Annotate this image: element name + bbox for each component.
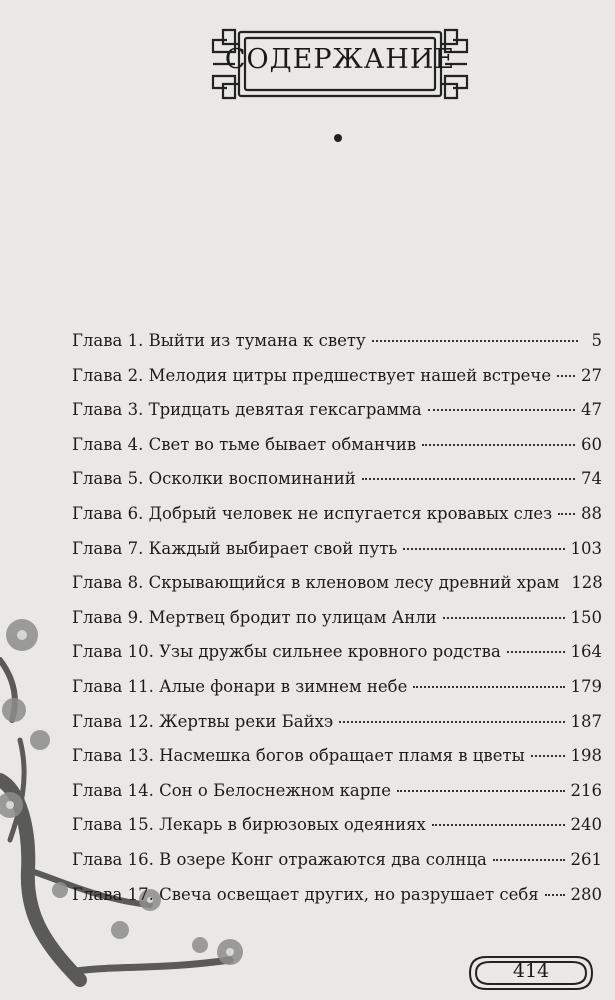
toc-entry-page: 27 xyxy=(581,365,602,385)
toc-entry[interactable] xyxy=(72,539,602,574)
leader-dots xyxy=(558,513,575,515)
toc-entry-title: Глава 6. Добрый человек не испугается кровавых слез xyxy=(72,503,553,523)
leader-dots xyxy=(507,651,565,653)
toc-entry-title: Глава 9. Мертвец бродит по улицам Анли xyxy=(72,607,437,627)
leader-dots xyxy=(372,340,578,342)
toc-entry[interactable] xyxy=(72,608,602,643)
leader-dots xyxy=(428,409,575,411)
toc-entry[interactable] xyxy=(72,850,602,885)
toc-entry-page: 198 xyxy=(570,746,602,766)
toc-entry-page: 187 xyxy=(570,711,602,731)
toc-entry-page: 5 xyxy=(591,331,602,350)
toc-entry-title: Глава 1. Выйти из тумана к свету xyxy=(72,331,366,350)
toc-entry-title: Глава 12. Жертвы реки Байхэ xyxy=(72,711,334,731)
toc-entry-page: 179 xyxy=(570,676,602,696)
toc-entry-title: Глава 11. Алые фонари в зимнем небе xyxy=(72,676,408,696)
page-title: СОДЕРЖАНИЕ xyxy=(224,44,456,75)
toc-entry-page: 74 xyxy=(581,469,602,489)
toc-entry-page: 103 xyxy=(570,538,602,558)
toc-entry[interactable] xyxy=(72,885,602,920)
toc-entry[interactable] xyxy=(72,469,602,504)
leader-dots xyxy=(362,478,575,480)
toc-entry-title: Глава 10. Узы дружбы сильнее кровного родства xyxy=(72,642,501,662)
leader-dots xyxy=(397,790,564,792)
toc-entry[interactable] xyxy=(72,331,602,366)
toc-entry-page: 216 xyxy=(570,780,602,800)
toc-entry-page: 150 xyxy=(570,607,602,627)
toc-entry[interactable] xyxy=(72,815,602,850)
leader-dots xyxy=(493,859,565,861)
leader-dots xyxy=(432,824,565,826)
toc-entry-title: Глава 3. Тридцать девятая гексаграмма xyxy=(72,400,422,420)
toc-entry[interactable] xyxy=(72,677,602,712)
toc-entry-page: 261 xyxy=(570,849,602,869)
toc-entry-page: 88 xyxy=(581,503,602,523)
toc-entry-title: Глава 2. Мелодия цитры предшествует нашей встрече xyxy=(72,365,552,385)
toc-entry-title: Глава 15. Лекарь в бирюзовых одеяниях xyxy=(72,815,426,835)
toc-entry-page: 280 xyxy=(570,884,602,904)
toc-entry[interactable] xyxy=(72,366,602,401)
toc-entry-page: 60 xyxy=(581,434,602,454)
toc-entry-title: Глава 8. Скрывающийся в кленовом лесу древний храм xyxy=(72,573,560,593)
toc-entry-title: Глава 7. Каждый выбирает свой путь xyxy=(72,538,398,558)
leader-dots xyxy=(403,548,564,550)
ornament-dot xyxy=(334,134,342,142)
page-number: 414 xyxy=(512,960,550,982)
toc-entry[interactable] xyxy=(72,781,602,816)
toc-entry-title: Глава 17. Свеча освещает других, но разрушает себя xyxy=(72,884,539,904)
toc-entry-page: 240 xyxy=(570,815,602,835)
toc-entry[interactable] xyxy=(72,746,602,781)
toc-entry[interactable] xyxy=(72,642,602,677)
toc-entry[interactable] xyxy=(72,435,602,470)
toc-entry[interactable] xyxy=(72,504,602,539)
toc-entry[interactable] xyxy=(72,712,602,747)
leader-dots xyxy=(443,617,565,619)
toc-entry-title: Глава 16. В озере Конг отражаются два солнца xyxy=(72,849,487,869)
toc-entry-title: Глава 4. Свет во тьме бывает обманчив xyxy=(72,434,417,454)
table-of-contents xyxy=(72,331,602,919)
leader-dots xyxy=(531,755,565,757)
toc-entry-page: 164 xyxy=(570,642,602,662)
leader-dots xyxy=(557,375,575,377)
leader-dots xyxy=(422,444,575,446)
leader-dots xyxy=(339,721,564,723)
toc-entry-title: Глава 14. Сон о Белоснежном карпе xyxy=(72,780,392,800)
leader-dots xyxy=(545,894,565,896)
toc-entry[interactable] xyxy=(72,400,602,435)
toc-entry-title: Глава 13. Насмешка богов обращает пламя в цветы xyxy=(72,746,525,766)
toc-entry[interactable] xyxy=(72,573,602,608)
leader-dots xyxy=(413,686,564,688)
toc-entry-page: 128 xyxy=(571,573,603,593)
toc-entry-page: 47 xyxy=(581,400,602,420)
toc-entry-title: Глава 5. Осколки воспоминаний xyxy=(72,469,356,489)
